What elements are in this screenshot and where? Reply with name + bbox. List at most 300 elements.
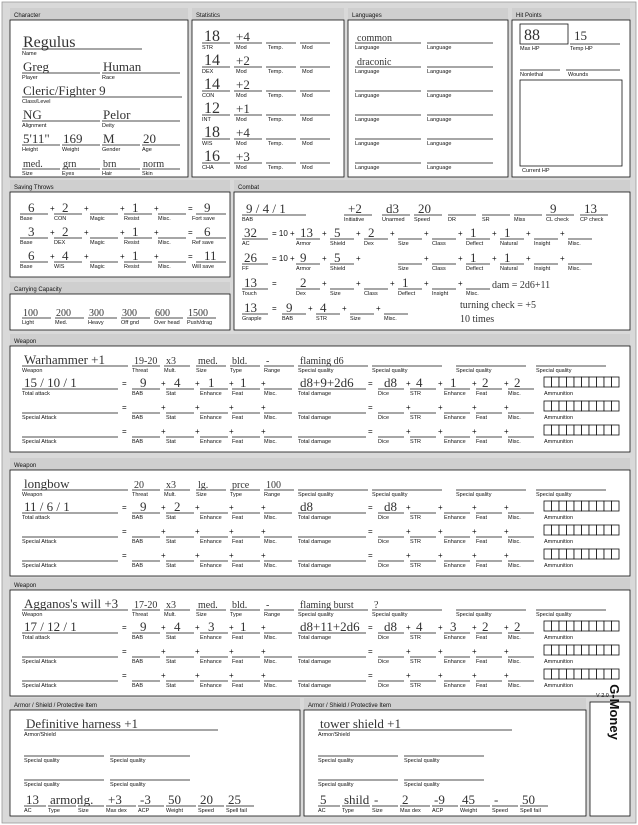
carry-value[interactable]: 100 xyxy=(23,308,38,319)
weapon-threat-value[interactable]: 19-20 xyxy=(134,356,158,367)
weapon-dmisc-value[interactable]: 2 xyxy=(514,375,521,390)
stat-name-cha: CHA xyxy=(202,165,214,171)
stat-score-wis[interactable]: 18 xyxy=(204,124,220,141)
weapon-feat-value[interactable]: 1 xyxy=(240,375,247,390)
attack-misc-label: Misc. xyxy=(264,635,277,641)
weapon-name[interactable]: longbow xyxy=(24,476,70,491)
damage-feat-label: Feat xyxy=(476,683,488,689)
language-entry[interactable]: draconic xyxy=(357,57,392,68)
weapon-stat-value[interactable]: 4 xyxy=(174,375,181,390)
combat-armor-label: Armor xyxy=(296,266,311,272)
plus-sign: + xyxy=(229,527,234,536)
attack-bab-label: BAB xyxy=(132,683,144,689)
weapon-dstr-value[interactable]: 4 xyxy=(416,619,423,634)
combat-miss-label: Miss xyxy=(514,217,526,223)
armor-acp-value[interactable]: -3 xyxy=(140,792,151,807)
plus-sign: + xyxy=(161,623,166,632)
save-total-value[interactable]: 6 xyxy=(204,224,211,239)
weapon-panel xyxy=(10,470,630,576)
damage-feat-label: Feat xyxy=(476,563,488,569)
combat-touch-deflect[interactable]: 1 xyxy=(402,275,409,290)
combat-touch-total[interactable]: 13 xyxy=(244,275,257,290)
combat-size-label: Size xyxy=(330,291,341,297)
weapon-bab-value[interactable]: 9 xyxy=(140,499,147,514)
combat-bab-value[interactable]: 9 / 4 / 1 xyxy=(246,201,286,216)
plus-sign: + xyxy=(195,527,200,536)
plus-sign: + xyxy=(406,403,411,412)
attack-feat-label: Feat xyxy=(232,683,244,689)
stat-mod-wis[interactable]: +4 xyxy=(236,125,250,140)
plus-sign: + xyxy=(195,503,200,512)
combat-grapple-total[interactable]: 13 xyxy=(244,300,257,315)
char-skin-value[interactable]: norm xyxy=(143,159,165,170)
language-label: Language xyxy=(427,69,452,75)
attack-feat-label: Feat xyxy=(232,635,244,641)
weapon-range-label: Range xyxy=(264,492,281,498)
damage-str-label: STR xyxy=(410,635,421,641)
weapon-range-value[interactable]: 100 xyxy=(266,480,281,491)
damage-feat-label: Feat xyxy=(476,635,488,641)
combat-ac-deflect[interactable]: 1 xyxy=(470,225,477,240)
attack-misc-label: Misc. xyxy=(264,391,277,397)
weapon-stat-value[interactable]: 2 xyxy=(174,499,181,514)
attack-enhance-label: Enhance xyxy=(200,515,222,521)
weapon-mult-value[interactable]: x3 xyxy=(166,356,176,367)
attack-bab-label: BAB xyxy=(132,391,144,397)
plus-sign: + xyxy=(472,647,477,656)
ammo-box xyxy=(612,669,620,679)
plus-sign: + xyxy=(504,527,509,536)
ammo-box xyxy=(574,669,582,679)
damage-feat-label: Feat xyxy=(476,439,488,445)
ammo-box xyxy=(612,401,620,411)
char-age-value[interactable]: 20 xyxy=(143,131,156,146)
char-eyes-label: Eyes xyxy=(62,171,75,177)
equals-sign: = xyxy=(122,527,127,536)
ammo-box xyxy=(582,621,590,631)
combat-note-damage[interactable]: dam = 2d6+11 xyxy=(492,280,551,291)
stat-score-str[interactable]: 18 xyxy=(204,28,220,45)
save-base-value[interactable]: 3 xyxy=(28,224,35,239)
weapon-type-value[interactable]: prce xyxy=(232,480,250,491)
weapon-header xyxy=(10,458,630,470)
stat-temp-label: Temp. xyxy=(268,93,283,99)
weapon-special-label: Special quality xyxy=(298,612,334,618)
ammo-box xyxy=(552,401,560,411)
weapon-special-label: Special quality xyxy=(298,368,334,374)
stat-mod-dex[interactable]: +2 xyxy=(236,53,250,68)
damage-enhance-label: Enhance xyxy=(444,391,466,397)
save-total-value[interactable]: 9 xyxy=(204,200,211,215)
save-stat-value[interactable]: 2 xyxy=(62,224,69,239)
stat-tmod-label: Mod xyxy=(302,117,313,123)
equals-sign: = xyxy=(368,551,373,560)
stat-mod-int[interactable]: +1 xyxy=(236,101,250,116)
weapon-size-value[interactable]: lg. xyxy=(198,480,209,491)
char-weight-value[interactable]: 169 xyxy=(63,131,83,146)
stat-score-cha[interactable]: 16 xyxy=(204,148,220,165)
weapon-stat-value[interactable]: 4 xyxy=(174,619,181,634)
weapon-total-attack[interactable]: 17 / 12 / 1 xyxy=(24,619,77,634)
ammo-box xyxy=(604,425,612,435)
plus-sign: + xyxy=(504,427,509,436)
ammo-box xyxy=(604,501,612,511)
weapon-dfeat-value[interactable]: 2 xyxy=(482,375,489,390)
plus-sign: + xyxy=(342,304,347,313)
combat-unarmed-value[interactable]: d3 xyxy=(386,201,399,216)
armor-ac-value[interactable]: 13 xyxy=(26,792,39,807)
save-magic-label: Magic xyxy=(90,264,105,270)
ammunition-label: Ammunition xyxy=(544,391,574,397)
combat-shield-label: Shield xyxy=(330,241,346,247)
damage-str-label: STR xyxy=(410,539,421,545)
plus-sign: + xyxy=(492,254,497,263)
weapon-name[interactable]: Agganos's will +3 xyxy=(24,596,119,611)
combat-bab-label: BAB xyxy=(282,316,294,322)
stat-temp-label: Temp. xyxy=(268,117,283,123)
armor-acp-value[interactable]: -9 xyxy=(434,792,445,807)
attack-enhance-label: Enhance xyxy=(200,391,222,397)
char-player-label: Player xyxy=(22,75,38,81)
plus-sign: + xyxy=(154,228,159,237)
ammo-box xyxy=(612,377,620,387)
stat-mod-con[interactable]: +2 xyxy=(236,77,250,92)
stat-mod-str[interactable]: +4 xyxy=(236,29,250,44)
combat-ac-shield[interactable]: 5 xyxy=(334,225,341,240)
weapon-enhance-value[interactable]: 1 xyxy=(208,375,215,390)
weapon-type-value[interactable]: bld. xyxy=(232,356,248,367)
attack-enhance-label: Enhance xyxy=(200,659,222,665)
plus-sign: + xyxy=(438,527,443,536)
char-class-value[interactable]: Cleric/Fighter 9 xyxy=(23,83,106,98)
max-hp-value[interactable]: 88 xyxy=(524,27,540,44)
save-misc-label: Misc. xyxy=(158,216,171,222)
ammo-box xyxy=(552,501,560,511)
total-attack-label: Total attack xyxy=(22,515,50,521)
combat-speed-value[interactable]: 20 xyxy=(418,201,431,216)
char-alignment-label: Alignment xyxy=(22,123,47,129)
combat-misc-label: Misc. xyxy=(568,266,581,272)
armor-weight-value[interactable]: 50 xyxy=(168,792,181,807)
combat-section-title: Combat xyxy=(238,185,260,191)
stat-mod-label: Mod xyxy=(236,45,247,51)
save-resist-value[interactable]: 1 xyxy=(132,248,139,263)
attack-bab-label: BAB xyxy=(132,635,144,641)
plus-sign: + xyxy=(376,304,381,313)
stat-score-int[interactable]: 12 xyxy=(204,100,220,117)
weapon-total-damage[interactable]: d8+9+2d6 xyxy=(300,375,354,390)
damage-enhance-label: Enhance xyxy=(444,515,466,521)
ammo-box xyxy=(604,401,612,411)
armor-size-value[interactable]: - xyxy=(374,792,379,807)
damage-str-label: STR xyxy=(410,683,421,689)
armor-size-value[interactable]: lg. xyxy=(80,792,94,807)
special-attack-label: Special Attack xyxy=(22,659,57,665)
ammunition-label: Ammunition xyxy=(544,439,574,445)
plus-sign: + xyxy=(161,427,166,436)
char-hair-value[interactable]: brn xyxy=(103,159,117,170)
combat-sr-label: SR xyxy=(482,217,490,223)
char-height-value[interactable]: 5'11" xyxy=(23,131,50,146)
char-deity-value[interactable]: Pelor xyxy=(103,107,131,122)
equals-sign: = xyxy=(188,252,193,261)
ammunition-label: Ammunition xyxy=(544,635,574,641)
plus-sign: + xyxy=(406,379,411,388)
weapon-feat-value[interactable]: 1 xyxy=(240,619,247,634)
combat-armor-label: Armor xyxy=(296,241,311,247)
carry-value[interactable]: 300 xyxy=(122,308,137,319)
weapon-bab-value[interactable]: 9 xyxy=(140,375,147,390)
combat-grapple-bab[interactable]: 9 xyxy=(286,300,293,315)
plus-sign: + xyxy=(438,427,443,436)
stat-mod-label: Mod xyxy=(236,93,247,99)
weapon-header xyxy=(10,334,630,346)
damage-misc-label: Misc. xyxy=(508,439,521,445)
combat-ff-total[interactable]: 26 xyxy=(244,250,257,265)
combat-bab-label: BAB xyxy=(242,217,254,223)
weapon-range-value[interactable]: - xyxy=(266,600,270,611)
save-resist-value[interactable]: 1 xyxy=(132,224,139,239)
stat-name-con: CON xyxy=(202,93,215,99)
weapon-dice-value[interactable]: d8 xyxy=(384,619,397,634)
total-attack-label: Total attack xyxy=(22,635,50,641)
armor-type-value[interactable]: armor xyxy=(50,792,82,807)
attack-enhance-label: Enhance xyxy=(200,415,222,421)
carry-value[interactable]: 1500 xyxy=(188,308,208,319)
combat-natural-label: Natural xyxy=(500,266,518,272)
stat-score-dex[interactable]: 14 xyxy=(204,52,220,69)
armor-spellfail-value[interactable]: 50 xyxy=(522,792,535,807)
combat-initiative-value[interactable]: +2 xyxy=(348,201,362,216)
ammo-box xyxy=(559,549,567,559)
combat-cp-check-value[interactable]: 13 xyxy=(584,201,597,216)
plus-sign: + xyxy=(438,647,443,656)
armor-name-label: Armor/Shield xyxy=(318,732,350,738)
plus-sign: + xyxy=(406,623,411,632)
special-attack-label: Special Attack xyxy=(22,539,57,545)
weapon-total-attack[interactable]: 15 / 10 / 1 xyxy=(24,375,77,390)
plus-sign: + xyxy=(229,671,234,680)
plus-sign: + xyxy=(438,403,443,412)
weapon-name[interactable]: Warhammer +1 xyxy=(24,352,106,367)
weapon-special-label: Special quality xyxy=(536,492,572,498)
weapon-special-value[interactable]: flaming burst xyxy=(300,600,354,611)
combat-ff-armor[interactable]: 9 xyxy=(300,250,307,265)
weapon-bab-value[interactable]: 9 xyxy=(140,619,147,634)
ammo-box xyxy=(567,645,575,655)
weapon-enhance-value[interactable]: 3 xyxy=(208,619,215,634)
char-alignment-value[interactable]: NG xyxy=(23,107,42,122)
weapon-label: Weapon xyxy=(22,612,43,618)
ammo-box xyxy=(559,377,567,387)
weapon-threat-label: Threat xyxy=(132,492,148,498)
damage-str-label: STR xyxy=(410,659,421,665)
total-damage-label: Total damage xyxy=(298,659,332,665)
weapon-type-value[interactable]: bld. xyxy=(232,600,248,611)
weapon-special-label: Special quality xyxy=(372,492,408,498)
damage-misc-label: Misc. xyxy=(508,391,521,397)
weapon-special-label: Special quality xyxy=(372,368,408,374)
armor-acp-label: ACP xyxy=(432,808,444,814)
attack-enhance-label: Enhance xyxy=(200,539,222,545)
attack-misc-label: Misc. xyxy=(264,415,277,421)
weapon-total-damage[interactable]: d8 xyxy=(300,499,313,514)
carry-label: Push/drag xyxy=(187,320,213,326)
ammo-box xyxy=(559,645,567,655)
combat-cl-check-value[interactable]: 9 xyxy=(550,201,557,216)
char-race-value[interactable]: Human xyxy=(103,59,142,74)
ammo-box xyxy=(574,645,582,655)
armor-name[interactable]: Definitive harness +1 xyxy=(26,716,139,731)
plus-sign: + xyxy=(84,252,89,261)
carry-value[interactable]: 200 xyxy=(56,308,71,319)
attack-misc-label: Misc. xyxy=(264,683,277,689)
ammo-box xyxy=(544,669,552,679)
armor-type-value[interactable]: shild xyxy=(344,792,370,807)
ammo-box xyxy=(567,525,575,535)
stat-mod-cha[interactable]: +3 xyxy=(236,149,250,164)
armor-speed-value[interactable]: - xyxy=(494,792,499,807)
temp-hp-label: Temp HP xyxy=(570,46,593,52)
ammo-box xyxy=(567,425,575,435)
weapon-threat-value[interactable]: 17-20 xyxy=(134,600,158,611)
plus-sign: + xyxy=(504,503,509,512)
combat-ac-total[interactable]: 32 xyxy=(244,225,257,240)
plus-sign: + xyxy=(229,623,234,632)
weapon-special-value[interactable]: ? xyxy=(374,600,379,611)
combat-ac-armor[interactable]: 13 xyxy=(300,225,313,240)
plus-sign: + xyxy=(261,671,266,680)
armor-speed-value[interactable]: 20 xyxy=(200,792,213,807)
save-stat-value[interactable]: 2 xyxy=(62,200,69,215)
stat-score-con[interactable]: 14 xyxy=(204,76,220,93)
damage-feat-label: Feat xyxy=(476,391,488,397)
plus-sign: + xyxy=(438,551,443,560)
plus-sign: + xyxy=(195,551,200,560)
combat-ff-shield[interactable]: 5 xyxy=(334,250,341,265)
armor-speed-label: Speed xyxy=(198,808,214,814)
combat-grapple-str[interactable]: 4 xyxy=(320,300,327,315)
attack-bab-label: BAB xyxy=(132,415,144,421)
plus-sign: + xyxy=(50,252,55,261)
combat-cl-check-label: CL check xyxy=(546,217,569,223)
char-eyes-value[interactable]: grn xyxy=(63,159,77,170)
saves-section-title: Saving Throws xyxy=(14,185,54,191)
weapon-denh-value[interactable]: 1 xyxy=(450,375,457,390)
weapon-size-value[interactable]: med. xyxy=(198,600,218,611)
damage-feat-label: Feat xyxy=(476,659,488,665)
combat-unarmed-label: Unarmed xyxy=(382,217,405,223)
armor-maxdex-value[interactable]: 2 xyxy=(402,792,409,807)
weapon-total-attack[interactable]: 11 / 6 / 1 xyxy=(24,499,70,514)
armor-weight-value[interactable]: 45 xyxy=(462,792,475,807)
combat-ff-natural[interactable]: 1 xyxy=(504,250,511,265)
weapon-dmisc-value[interactable]: 2 xyxy=(514,619,521,634)
weapon-dice-value[interactable]: d8 xyxy=(384,499,397,514)
weapon-threat-value[interactable]: 20 xyxy=(134,480,144,491)
save-total-label: Fort save xyxy=(192,216,215,222)
char-size-value[interactable]: med. xyxy=(23,159,43,170)
save-stat-label: WIS xyxy=(54,264,65,270)
weapon-size-value[interactable]: med. xyxy=(198,356,218,367)
weapon-mult-value[interactable]: x3 xyxy=(166,600,176,611)
temp-hp-value[interactable]: 15 xyxy=(574,28,587,43)
armor-maxdex-label: Max dex xyxy=(106,808,127,814)
plus-sign: + xyxy=(261,623,266,632)
combat-note-turning[interactable]: turning check = +5 xyxy=(460,300,536,311)
char-gender-value[interactable]: M xyxy=(103,131,115,146)
save-base-label: Base xyxy=(20,264,33,270)
armor-spellfail-value[interactable]: 25 xyxy=(228,792,241,807)
ammo-box xyxy=(589,549,597,559)
combat-ac-dex[interactable]: 2 xyxy=(368,225,375,240)
save-resist-label: Resist xyxy=(124,240,140,246)
language-entry[interactable]: common xyxy=(357,33,392,44)
armor-name[interactable]: tower shield +1 xyxy=(320,716,401,731)
carry-value[interactable]: 300 xyxy=(89,308,104,319)
attack-enhance-label: Enhance xyxy=(200,683,222,689)
weapon-denh-value[interactable]: 3 xyxy=(450,619,457,634)
weapon-special-value[interactable]: flaming d6 xyxy=(300,356,344,367)
armor-maxdex-label: Max dex xyxy=(400,808,421,814)
save-base-value[interactable]: 6 xyxy=(28,200,35,215)
total-damage-label: Total damage xyxy=(298,515,332,521)
armor-maxdex-value[interactable]: +3 xyxy=(108,792,122,807)
carry-value[interactable]: 600 xyxy=(155,308,170,319)
weapon-mult-label: Mult. xyxy=(164,492,176,498)
combat-ac-natural[interactable]: 1 xyxy=(504,225,511,240)
damage-feat-label: Feat xyxy=(476,539,488,545)
save-stat-value[interactable]: 4 xyxy=(62,248,69,263)
equals-sign: = xyxy=(122,647,127,656)
plus-sign: + xyxy=(229,647,234,656)
weapon-total-damage[interactable]: d8+11+2d6 xyxy=(300,619,360,634)
plus-sign: + xyxy=(261,427,266,436)
plus-sign: + xyxy=(472,427,477,436)
weapon-type-label: Type xyxy=(230,492,242,498)
damage-misc-label: Misc. xyxy=(508,659,521,665)
plus-sign: + xyxy=(195,427,200,436)
plus-sign: + xyxy=(390,279,395,288)
armor-special-label: Special quality xyxy=(404,782,440,788)
char-name-value[interactable]: Regulus xyxy=(23,34,76,51)
weapon-dfeat-value[interactable]: 2 xyxy=(482,619,489,634)
save-resist-label: Resist xyxy=(124,216,140,222)
plus-sign: + xyxy=(504,647,509,656)
save-total-value[interactable]: 11 xyxy=(204,248,217,263)
armor-ac-value[interactable]: 5 xyxy=(320,792,327,807)
damage-str-label: STR xyxy=(410,415,421,421)
combat-touch-dex[interactable]: 2 xyxy=(300,275,307,290)
damage-enhance-label: Enhance xyxy=(444,635,466,641)
combat-ff-deflect[interactable]: 1 xyxy=(470,250,477,265)
combat-deflect-label: Deflect xyxy=(398,291,416,297)
weapon-dice-value[interactable]: d8 xyxy=(384,375,397,390)
attack-stat-label: Stat xyxy=(166,439,176,445)
weapon-dstr-value[interactable]: 4 xyxy=(416,375,423,390)
ammo-box xyxy=(544,549,552,559)
ammo-box xyxy=(544,501,552,511)
ammo-box xyxy=(559,621,567,631)
weapon-range-value[interactable]: - xyxy=(266,356,270,367)
save-base-value[interactable]: 6 xyxy=(28,248,35,263)
save-resist-value[interactable]: 1 xyxy=(132,200,139,215)
char-player-value[interactable]: Greg xyxy=(23,59,49,74)
save-misc-label: Misc. xyxy=(158,240,171,246)
shield-section-title: Armor / Shield / Protective Item xyxy=(308,703,392,709)
weapon-mult-value[interactable]: x3 xyxy=(166,480,176,491)
combat-note-times[interactable]: 10 times xyxy=(460,314,495,325)
